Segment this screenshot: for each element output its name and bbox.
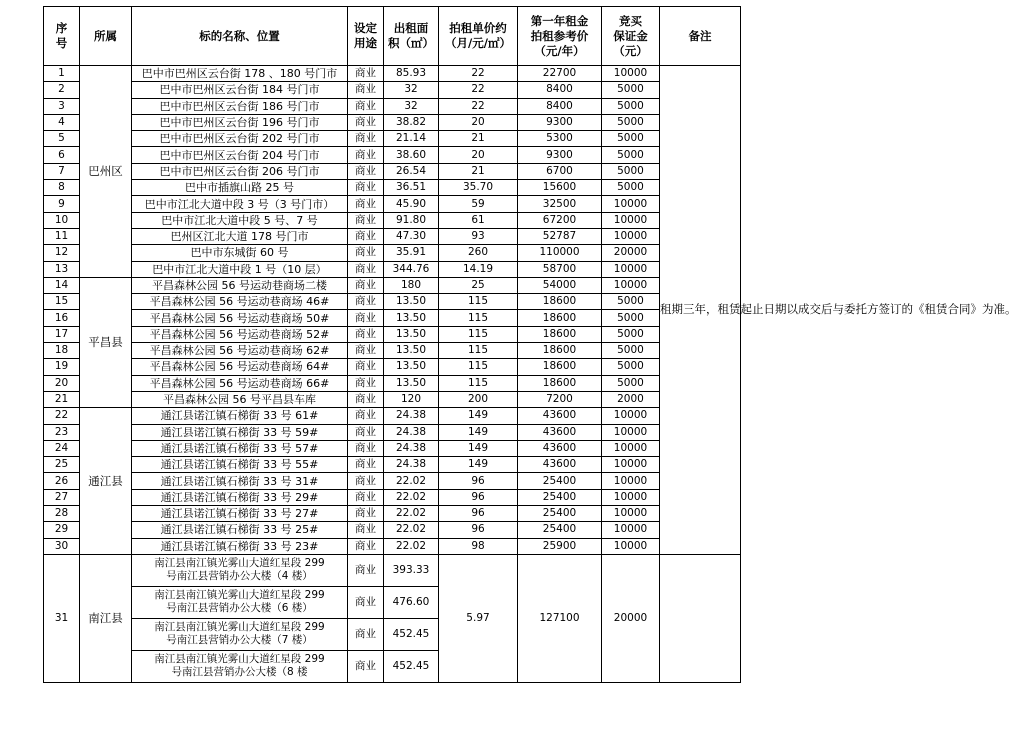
cell-ref-price: 5300 bbox=[518, 131, 602, 147]
cell-unit-price: 20 bbox=[439, 114, 518, 130]
cell-use: 商业 bbox=[348, 375, 384, 391]
cell-index: 21 bbox=[44, 391, 80, 407]
cell-deposit: 5000 bbox=[602, 131, 660, 147]
cell-deposit: 10000 bbox=[602, 66, 660, 82]
cell-use: 商业 bbox=[348, 618, 384, 650]
cell-index: 20 bbox=[44, 375, 80, 391]
cell-name: 巴中市江北大道中段 1 号（10 层） bbox=[132, 261, 348, 277]
cell-use: 商业 bbox=[348, 131, 384, 147]
cell-name: 巴中市东城街 60 号 bbox=[132, 245, 348, 261]
cell-unit-price: 22 bbox=[439, 66, 518, 82]
cell-area: 35.91 bbox=[384, 245, 439, 261]
cell-area: 38.82 bbox=[384, 114, 439, 130]
cell-use: 商业 bbox=[348, 114, 384, 130]
cell-index: 17 bbox=[44, 326, 80, 342]
cell-deposit: 10000 bbox=[602, 538, 660, 554]
cell-unit-price: 149 bbox=[439, 457, 518, 473]
cell-ref-price: 32500 bbox=[518, 196, 602, 212]
cell-deposit: 10000 bbox=[602, 196, 660, 212]
cell-ref-price: 54000 bbox=[518, 277, 602, 293]
cell-area: 22.02 bbox=[384, 489, 439, 505]
table-row bbox=[44, 408, 741, 424]
cell-deposit: 10000 bbox=[602, 440, 660, 456]
cell-unit-price: 115 bbox=[439, 375, 518, 391]
cell-area: 476.60 bbox=[384, 586, 439, 618]
cell-area: 393.33 bbox=[384, 554, 439, 586]
cell-ref-price: 15600 bbox=[518, 180, 602, 196]
cell-area: 22.02 bbox=[384, 538, 439, 554]
cell-ref-price: 18600 bbox=[518, 375, 602, 391]
table-row bbox=[44, 391, 741, 407]
cell-index: 22 bbox=[44, 408, 80, 424]
cell-index: 25 bbox=[44, 457, 80, 473]
cell-deposit: 2000 bbox=[602, 391, 660, 407]
cell-ref-price: 127100 bbox=[518, 554, 602, 682]
cell-deposit: 5000 bbox=[602, 98, 660, 114]
table-row bbox=[44, 424, 741, 440]
table-row bbox=[44, 375, 741, 391]
table-row bbox=[44, 294, 741, 310]
cell-unit-price: 14.19 bbox=[439, 261, 518, 277]
cell-index: 27 bbox=[44, 489, 80, 505]
cell-area: 32 bbox=[384, 98, 439, 114]
table-row bbox=[44, 261, 741, 277]
cell-unit-price: 149 bbox=[439, 424, 518, 440]
cell-index: 23 bbox=[44, 424, 80, 440]
cell-deposit: 5000 bbox=[602, 326, 660, 342]
cell-name: 通江县诺江镇石梯街 33 号 25# bbox=[132, 522, 348, 538]
table-row bbox=[44, 359, 741, 375]
cell-index: 30 bbox=[44, 538, 80, 554]
table-row bbox=[44, 326, 741, 342]
cell-deposit: 10000 bbox=[602, 489, 660, 505]
cell-ref-price: 43600 bbox=[518, 457, 602, 473]
cell-name-line: 号南江县营销办公大楼（6 楼） bbox=[166, 602, 313, 615]
cell-index: 12 bbox=[44, 245, 80, 261]
cell-use: 商业 bbox=[348, 522, 384, 538]
table-row bbox=[44, 66, 741, 82]
table-row bbox=[44, 114, 741, 130]
cell-region: 通江县 bbox=[80, 408, 132, 555]
cell-use: 商业 bbox=[348, 147, 384, 163]
header-remark: 备注 bbox=[660, 7, 741, 66]
table-row bbox=[44, 212, 741, 228]
cell-area: 452.45 bbox=[384, 618, 439, 650]
cell-name: 平昌森林公园 56 号运动巷商场 66# bbox=[132, 375, 348, 391]
cell-unit-price: 96 bbox=[439, 506, 518, 522]
cell-name: 巴中市巴州区云台街 184 号门市 bbox=[132, 82, 348, 98]
cell-area: 22.02 bbox=[384, 522, 439, 538]
table-row bbox=[44, 473, 741, 489]
cell-index: 9 bbox=[44, 196, 80, 212]
cell-unit-price: 20 bbox=[439, 147, 518, 163]
cell-ref-price: 25400 bbox=[518, 473, 602, 489]
cell-name: 平昌森林公园 56 号运动巷商场 64# bbox=[132, 359, 348, 375]
cell-name: 平昌森林公园 56 号运动巷商场 50# bbox=[132, 310, 348, 326]
cell-use: 商业 bbox=[348, 650, 384, 682]
cell-unit-price: 59 bbox=[439, 196, 518, 212]
cell-name: 平昌森林公园 56 号运动巷商场 46# bbox=[132, 294, 348, 310]
cell-index: 3 bbox=[44, 98, 80, 114]
cell-area: 452.45 bbox=[384, 650, 439, 682]
cell-use: 商业 bbox=[348, 538, 384, 554]
cell-name-line: 南江县南江镇光雾山大道红星段 299 bbox=[154, 589, 325, 602]
cell-ref-price: 9300 bbox=[518, 147, 602, 163]
cell-unit-price: 260 bbox=[439, 245, 518, 261]
cell-index: 14 bbox=[44, 277, 80, 293]
cell-use: 商业 bbox=[348, 391, 384, 407]
table-row bbox=[44, 506, 741, 522]
cell-name: 通江县诺江镇石梯街 33 号 29# bbox=[132, 489, 348, 505]
cell-use: 商业 bbox=[348, 586, 384, 618]
cell-index: 29 bbox=[44, 522, 80, 538]
cell-area: 21.14 bbox=[384, 131, 439, 147]
cell-area: 22.02 bbox=[384, 473, 439, 489]
cell-index: 19 bbox=[44, 359, 80, 375]
cell-deposit: 10000 bbox=[602, 506, 660, 522]
table-row bbox=[44, 343, 741, 359]
cell-unit-price: 35.70 bbox=[439, 180, 518, 196]
cell-index: 26 bbox=[44, 473, 80, 489]
cell-index: 8 bbox=[44, 180, 80, 196]
cell-unit-price: 5.97 bbox=[439, 554, 518, 682]
cell-remark-empty bbox=[660, 554, 741, 682]
header-deposit: 竞买 保证金 （元） bbox=[602, 7, 660, 66]
cell-ref-price: 18600 bbox=[518, 310, 602, 326]
header-unit-price: 拍租单价约 （月/元/㎡） bbox=[439, 7, 518, 66]
cell-name: 巴州区江北大道 178 号门市 bbox=[132, 228, 348, 244]
cell-use: 商业 bbox=[348, 343, 384, 359]
cell-index: 2 bbox=[44, 82, 80, 98]
cell-name bbox=[132, 586, 348, 618]
cell-index: 10 bbox=[44, 212, 80, 228]
cell-name: 通江县诺江镇石梯街 33 号 61# bbox=[132, 408, 348, 424]
cell-name bbox=[132, 650, 348, 682]
cell-area: 13.50 bbox=[384, 294, 439, 310]
cell-ref-price: 7200 bbox=[518, 391, 602, 407]
cell-index: 24 bbox=[44, 440, 80, 456]
cell-index: 16 bbox=[44, 310, 80, 326]
cell-ref-price: 18600 bbox=[518, 294, 602, 310]
table-row bbox=[44, 310, 741, 326]
header-region: 所属 bbox=[80, 7, 132, 66]
cell-deposit: 5000 bbox=[602, 114, 660, 130]
cell-use: 商业 bbox=[348, 554, 384, 586]
cell-use: 商业 bbox=[348, 277, 384, 293]
cell-name: 通江县诺江镇石梯街 33 号 59# bbox=[132, 424, 348, 440]
header-row bbox=[44, 7, 741, 66]
table-row bbox=[44, 163, 741, 179]
table-row bbox=[44, 522, 741, 538]
cell-name-line: 号南江县营销办公大楼（4 楼） bbox=[166, 570, 313, 583]
cell-unit-price: 21 bbox=[439, 163, 518, 179]
cell-index: 15 bbox=[44, 294, 80, 310]
cell-unit-price: 115 bbox=[439, 294, 518, 310]
cell-deposit: 5000 bbox=[602, 343, 660, 359]
cell-area: 13.50 bbox=[384, 326, 439, 342]
cell-deposit: 5000 bbox=[602, 310, 660, 326]
cell-deposit: 10000 bbox=[602, 408, 660, 424]
cell-index: 7 bbox=[44, 163, 80, 179]
cell-ref-price: 43600 bbox=[518, 424, 602, 440]
cell-name: 巴中市江北大道中段 5 号、7 号 bbox=[132, 212, 348, 228]
cell-unit-price: 96 bbox=[439, 489, 518, 505]
cell-area: 344.76 bbox=[384, 261, 439, 277]
cell-ref-price: 8400 bbox=[518, 82, 602, 98]
cell-deposit: 10000 bbox=[602, 424, 660, 440]
cell-index: 4 bbox=[44, 114, 80, 130]
cell-name-line: 号南江县营销办公大楼（8 楼 bbox=[171, 666, 308, 679]
cell-ref-price: 58700 bbox=[518, 261, 602, 277]
cell-unit-price: 21 bbox=[439, 131, 518, 147]
cell-ref-price: 9300 bbox=[518, 114, 602, 130]
table-body bbox=[44, 66, 1017, 683]
table-row bbox=[44, 180, 741, 196]
cell-ref-price: 110000 bbox=[518, 245, 602, 261]
cell-deposit: 20000 bbox=[602, 554, 660, 682]
cell-name-line: 南江县南江镇光雾山大道红星段 299 bbox=[154, 557, 325, 570]
header-area: 出租面 积（㎡） bbox=[384, 7, 439, 66]
cell-name: 巴中市巴州区云台街 204 号门市 bbox=[132, 147, 348, 163]
cell-unit-price: 22 bbox=[439, 82, 518, 98]
cell-ref-price: 43600 bbox=[518, 408, 602, 424]
cell-unit-price: 149 bbox=[439, 440, 518, 456]
table-row bbox=[44, 228, 741, 244]
cell-unit-price: 61 bbox=[439, 212, 518, 228]
table-row bbox=[44, 538, 741, 554]
cell-use: 商业 bbox=[348, 473, 384, 489]
cell-use: 商业 bbox=[348, 294, 384, 310]
table-row bbox=[44, 196, 741, 212]
table-row bbox=[44, 82, 741, 98]
cell-ref-price: 18600 bbox=[518, 359, 602, 375]
cell-index: 1 bbox=[44, 66, 80, 82]
cell-name-line: 号南江县营销办公大楼（7 楼） bbox=[166, 634, 313, 647]
cell-unit-price: 25 bbox=[439, 277, 518, 293]
cell-name: 通江县诺江镇石梯街 33 号 55# bbox=[132, 457, 348, 473]
cell-area: 38.60 bbox=[384, 147, 439, 163]
cell-use: 商业 bbox=[348, 196, 384, 212]
cell-ref-price: 52787 bbox=[518, 228, 602, 244]
cell-ref-price: 8400 bbox=[518, 98, 602, 114]
table-row bbox=[44, 554, 741, 586]
cell-use: 商业 bbox=[348, 98, 384, 114]
cell-name: 巴中市巴州区云台街 206 号门市 bbox=[132, 163, 348, 179]
cell-name: 通江县诺江镇石梯街 33 号 27# bbox=[132, 506, 348, 522]
cell-name bbox=[132, 618, 348, 650]
cell-index: 13 bbox=[44, 261, 80, 277]
cell-area: 24.38 bbox=[384, 424, 439, 440]
cell-area: 26.54 bbox=[384, 163, 439, 179]
cell-use: 商业 bbox=[348, 66, 384, 82]
cell-index: 6 bbox=[44, 147, 80, 163]
cell-use: 商业 bbox=[348, 180, 384, 196]
cell-ref-price: 25400 bbox=[518, 506, 602, 522]
cell-name bbox=[132, 554, 348, 586]
cell-name: 通江县诺江镇石梯街 33 号 23# bbox=[132, 538, 348, 554]
cell-unit-price: 98 bbox=[439, 538, 518, 554]
cell-name: 巴中市插旗山路 25 号 bbox=[132, 180, 348, 196]
cell-region: 巴州区 bbox=[80, 66, 132, 278]
cell-index: 31 bbox=[44, 554, 80, 682]
cell-deposit: 5000 bbox=[602, 82, 660, 98]
table-row bbox=[44, 131, 741, 147]
cell-use: 商业 bbox=[348, 82, 384, 98]
cell-area: 32 bbox=[384, 82, 439, 98]
cell-unit-price: 96 bbox=[439, 522, 518, 538]
cell-deposit: 10000 bbox=[602, 473, 660, 489]
cell-region: 平昌县 bbox=[80, 277, 132, 407]
cell-name: 巴中市巴州区云台街 186 号门市 bbox=[132, 98, 348, 114]
header-name: 标的名称、位置 bbox=[132, 7, 348, 66]
cell-ref-price: 67200 bbox=[518, 212, 602, 228]
cell-use: 商业 bbox=[348, 489, 384, 505]
cell-deposit: 5000 bbox=[602, 375, 660, 391]
table-row bbox=[44, 147, 741, 163]
cell-area: 24.38 bbox=[384, 440, 439, 456]
cell-area: 22.02 bbox=[384, 506, 439, 522]
cell-unit-price: 115 bbox=[439, 326, 518, 342]
cell-deposit: 5000 bbox=[602, 147, 660, 163]
cell-name: 通江县诺江镇石梯街 33 号 31# bbox=[132, 473, 348, 489]
header-ref-price: 第一年租金 拍租参考价 （元/年） bbox=[518, 7, 602, 66]
cell-deposit: 5000 bbox=[602, 180, 660, 196]
cell-ref-price: 18600 bbox=[518, 343, 602, 359]
cell-use: 商业 bbox=[348, 424, 384, 440]
cell-area: 24.38 bbox=[384, 408, 439, 424]
cell-deposit: 20000 bbox=[602, 245, 660, 261]
cell-remark: 租期三年，租赁起止日期以成交后与委托方签订的《租赁合同》为准。 bbox=[660, 66, 741, 555]
cell-index: 5 bbox=[44, 131, 80, 147]
header-use: 设定 用途 bbox=[348, 7, 384, 66]
cell-name: 巴中市巴州区云台街 202 号门市 bbox=[132, 131, 348, 147]
cell-name: 平昌森林公园 56 号平昌县车库 bbox=[132, 391, 348, 407]
cell-ref-price: 6700 bbox=[518, 163, 602, 179]
cell-area: 85.93 bbox=[384, 66, 439, 82]
cell-area: 180 bbox=[384, 277, 439, 293]
cell-area: 13.50 bbox=[384, 375, 439, 391]
cell-use: 商业 bbox=[348, 228, 384, 244]
cell-name-line: 南江县南江镇光雾山大道红星段 299 bbox=[154, 653, 325, 666]
cell-area: 91.80 bbox=[384, 212, 439, 228]
cell-use: 商业 bbox=[348, 212, 384, 228]
cell-unit-price: 22 bbox=[439, 98, 518, 114]
cell-deposit: 10000 bbox=[602, 277, 660, 293]
cell-ref-price: 25900 bbox=[518, 538, 602, 554]
cell-area: 13.50 bbox=[384, 343, 439, 359]
cell-deposit: 10000 bbox=[602, 212, 660, 228]
cell-unit-price: 115 bbox=[439, 343, 518, 359]
header-index: 序 号 bbox=[44, 7, 80, 66]
cell-area: 13.50 bbox=[384, 310, 439, 326]
cell-area: 45.90 bbox=[384, 196, 439, 212]
table-row bbox=[44, 440, 741, 456]
cell-name: 巴中市巴州区云台街 196 号门市 bbox=[132, 114, 348, 130]
cell-use: 商业 bbox=[348, 163, 384, 179]
cell-deposit: 10000 bbox=[602, 228, 660, 244]
cell-use: 商业 bbox=[348, 440, 384, 456]
cell-name-line: 南江县南江镇光雾山大道红星段 299 bbox=[154, 621, 325, 634]
cell-use: 商业 bbox=[348, 506, 384, 522]
cell-name: 巴中市巴州区云台街 178 、180 号门市 bbox=[132, 66, 348, 82]
cell-deposit: 10000 bbox=[602, 457, 660, 473]
cell-use: 商业 bbox=[348, 457, 384, 473]
cell-index: 28 bbox=[44, 506, 80, 522]
cell-area: 120 bbox=[384, 391, 439, 407]
cell-deposit: 5000 bbox=[602, 163, 660, 179]
cell-ref-price: 43600 bbox=[518, 440, 602, 456]
cell-deposit: 5000 bbox=[602, 294, 660, 310]
cell-unit-price: 115 bbox=[439, 359, 518, 375]
cell-unit-price: 96 bbox=[439, 473, 518, 489]
cell-ref-price: 22700 bbox=[518, 66, 602, 82]
cell-use: 商业 bbox=[348, 261, 384, 277]
cell-unit-price: 200 bbox=[439, 391, 518, 407]
cell-name: 通江县诺江镇石梯街 33 号 57# bbox=[132, 440, 348, 456]
cell-name: 巴中市江北大道中段 3 号（3 号门市） bbox=[132, 196, 348, 212]
cell-region: 南江县 bbox=[80, 554, 132, 682]
cell-unit-price: 149 bbox=[439, 408, 518, 424]
cell-use: 商业 bbox=[348, 408, 384, 424]
cell-ref-price: 18600 bbox=[518, 326, 602, 342]
cell-use: 商业 bbox=[348, 310, 384, 326]
cell-unit-price: 93 bbox=[439, 228, 518, 244]
cell-area: 13.50 bbox=[384, 359, 439, 375]
cell-area: 47.30 bbox=[384, 228, 439, 244]
cell-deposit: 5000 bbox=[602, 359, 660, 375]
table-row bbox=[44, 489, 741, 505]
cell-index: 11 bbox=[44, 228, 80, 244]
cell-use: 商业 bbox=[348, 245, 384, 261]
cell-area: 36.51 bbox=[384, 180, 439, 196]
cell-ref-price: 25400 bbox=[518, 489, 602, 505]
table-row bbox=[44, 277, 741, 293]
cell-area: 24.38 bbox=[384, 457, 439, 473]
cell-name: 平昌森林公园 56 号运动巷商场 52# bbox=[132, 326, 348, 342]
cell-use: 商业 bbox=[348, 359, 384, 375]
cell-ref-price: 25400 bbox=[518, 522, 602, 538]
cell-deposit: 10000 bbox=[602, 261, 660, 277]
cell-deposit: 10000 bbox=[602, 522, 660, 538]
cell-name: 平昌森林公园 56 号运动巷商场二楼 bbox=[132, 277, 348, 293]
cell-index: 18 bbox=[44, 343, 80, 359]
lease-table bbox=[43, 6, 1017, 683]
table-row bbox=[44, 245, 741, 261]
table-row bbox=[44, 457, 741, 473]
table-row bbox=[44, 98, 741, 114]
cell-use: 商业 bbox=[348, 326, 384, 342]
cell-unit-price: 115 bbox=[439, 310, 518, 326]
cell-name: 平昌森林公园 56 号运动巷商场 62# bbox=[132, 343, 348, 359]
